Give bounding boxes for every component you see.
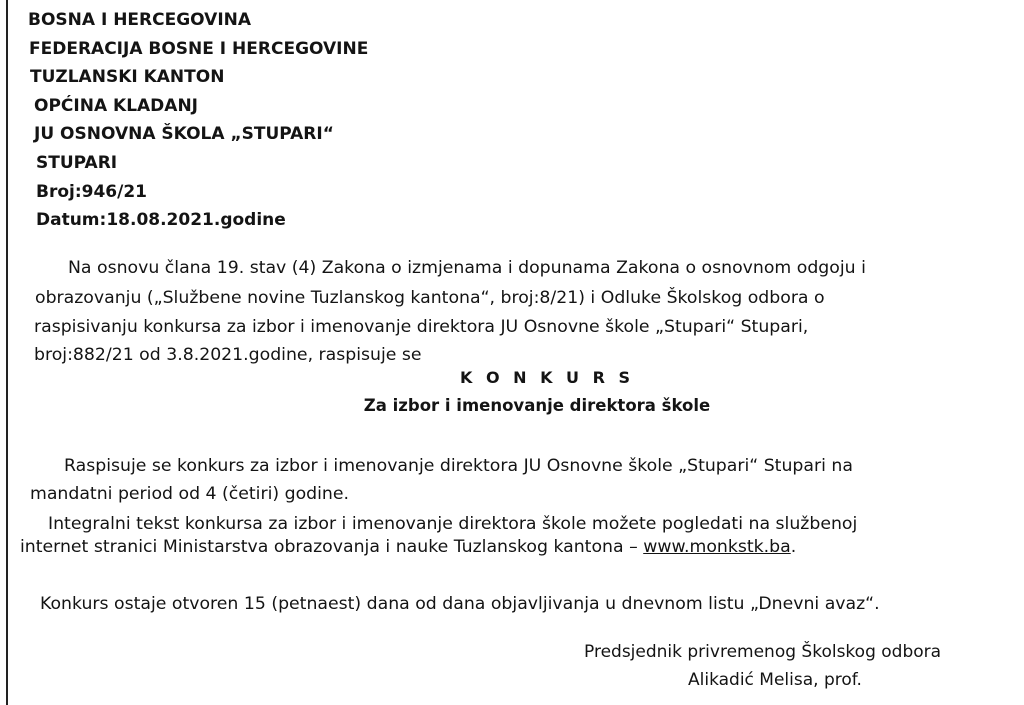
signature-role: Predsjednik privremenog Školskog odbora	[584, 642, 942, 662]
document-header	[28, 6, 368, 235]
header-place: STUPARI	[36, 152, 118, 173]
paragraph3: Konkurs ostaje otvoren 15 (petnaest) dana od dana objavljivanja u dnevnom listu „Dnevni avaz“.	[40, 594, 880, 614]
document-title: K O N K U R S	[459, 368, 635, 387]
page-left-border	[6, 0, 8, 705]
paragraph2-line-1: Integralni tekst konkursa za izbor i imenovanje direktora škole možete pogledati na službenoj	[48, 514, 858, 534]
intro-line-1: Na osnovu člana 19. stav (4) Zakona o izmjenama i dopunama Zakona o osnovnom odgoju i	[68, 258, 866, 278]
header-country: BOSNA I HERCEGOVINA	[28, 10, 252, 30]
signature-name: Alikadić Melisa, prof.	[688, 670, 862, 690]
document-subtitle: Za izbor i imenovanje direktora škole	[363, 396, 711, 415]
paragraph1-line-1: Raspisuje se konkurs za izbor i imenovanje direktora JU Osnovne škole „Stupari“ Stupari na	[64, 456, 853, 476]
header-date: Datum:18.08.2021.godine	[36, 210, 286, 231]
paragraph2-line-2-end: .	[790, 537, 797, 557]
intro-line-2: obrazovanju („Službene novine Tuzlanskog kantona“, broj:8/21) i Odluke Školskog odbora o	[35, 288, 825, 308]
header-number: Broj:946/21	[36, 181, 147, 202]
header-canton: TUZLANSKI KANTON	[30, 67, 225, 88]
header-federation: FEDERACIJA BOSNE I HERCEGOVINE	[29, 38, 369, 59]
paragraph1-line-2: mandatni period od 4 (četiri) godine.	[30, 484, 350, 504]
ministry-website-link[interactable]: www.monkstk.ba	[643, 537, 791, 557]
paragraph2-line-2	[20, 533, 796, 561]
intro-line-4: broj:882/21 od 3.8.2021.godine, raspisuje se	[34, 345, 422, 365]
header-municipality: OPĆINA KLADANJ	[34, 95, 198, 116]
intro-line-3: raspisivanju konkursa za izbor i imenovanje direktora JU Osnovne škole „Stupari“ Stupari,	[34, 317, 809, 337]
header-school: JU OSNOVNA ŠKOLA „STUPARI“	[34, 124, 334, 145]
paragraph2-line-2-text: internet stranici Ministarstva obrazovanja i nauke Tuzlanskog kantona –	[20, 537, 644, 557]
